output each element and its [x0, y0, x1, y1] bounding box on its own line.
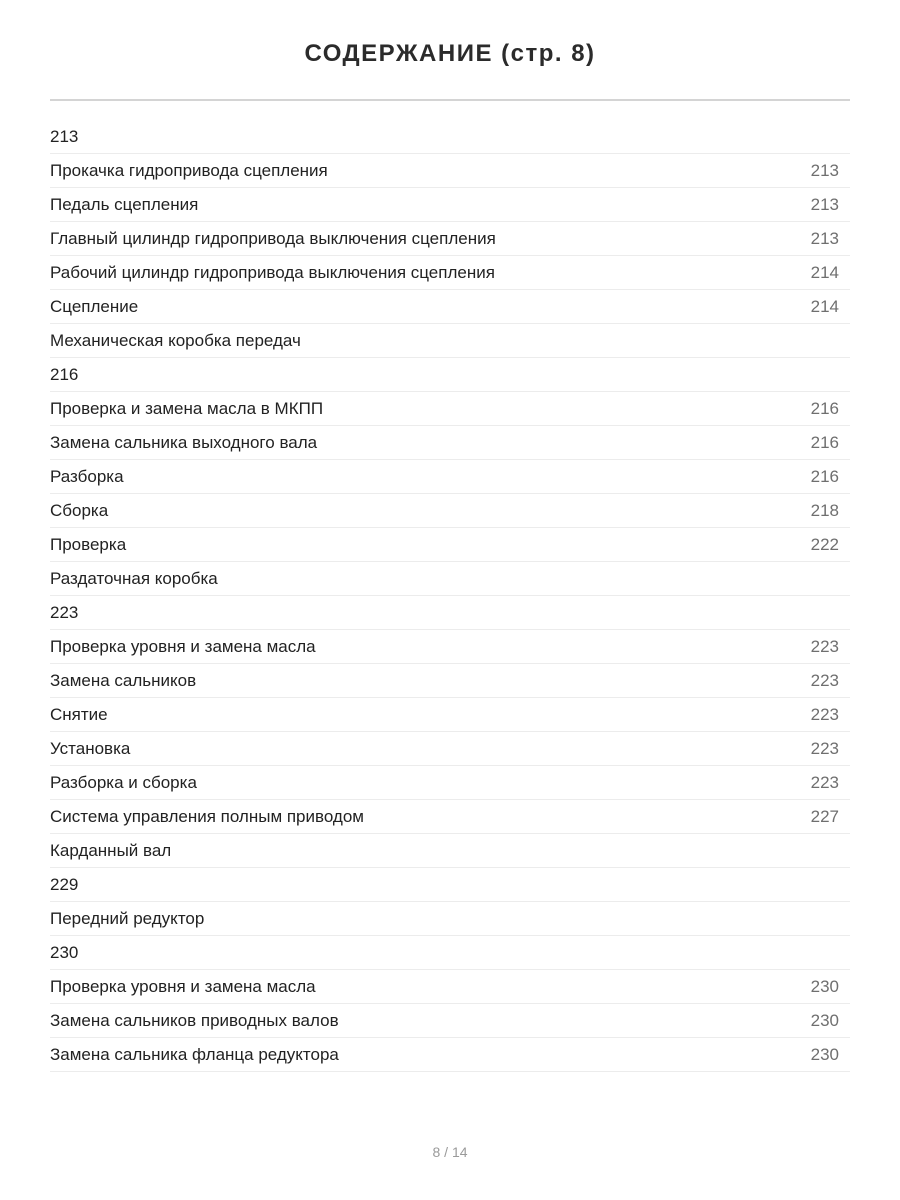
toc-entry-label: Раздаточная коробка — [50, 568, 218, 588]
toc-entry-page: 213 — [810, 228, 839, 248]
toc-entry-label: 216 — [50, 364, 79, 384]
toc-entry[interactable] — [50, 698, 850, 732]
toc-entry-label: Проверка — [50, 534, 127, 554]
toc-entry[interactable] — [50, 834, 850, 868]
toc-entry-page: 216 — [810, 432, 839, 452]
toc-entry-label: 229 — [50, 874, 79, 894]
toc-entry[interactable] — [50, 120, 850, 154]
toc-entry-page: 222 — [810, 534, 839, 554]
toc-entry[interactable] — [50, 460, 850, 494]
toc-entry-label: Прокачка гидропривода сцепления — [50, 160, 328, 180]
toc-entry[interactable] — [50, 494, 850, 528]
toc-entry[interactable] — [50, 766, 850, 800]
toc-entry[interactable] — [50, 868, 850, 902]
toc-entry-label: Главный цилиндр гидропривода выключения сцепления — [50, 228, 496, 248]
toc-entry[interactable] — [50, 936, 850, 970]
toc-entry-label: Проверка уровня и замена масла — [50, 636, 316, 656]
toc-entry-label: Разборка — [50, 466, 124, 486]
table-of-contents — [50, 120, 850, 1072]
toc-entry-page: 223 — [810, 636, 839, 656]
toc-entry-label: Установка — [50, 738, 131, 758]
toc-entry[interactable] — [50, 290, 850, 324]
toc-entry[interactable] — [50, 1038, 850, 1072]
toc-entry-page: 223 — [810, 772, 839, 792]
toc-entry[interactable] — [50, 800, 850, 834]
toc-entry[interactable] — [50, 1004, 850, 1038]
toc-entry-label: Снятие — [50, 704, 108, 724]
toc-entry-page: 227 — [810, 806, 839, 826]
toc-entry[interactable] — [50, 256, 850, 290]
toc-entry[interactable] — [50, 222, 850, 256]
toc-entry-page: 223 — [810, 704, 839, 724]
toc-entry-label: Замена сальника выходного вала — [50, 432, 318, 452]
toc-entry-label: Передний редуктор — [50, 908, 205, 928]
toc-entry-label: Система управления полным приводом — [50, 806, 364, 826]
toc-entry-label: Механическая коробка передач — [50, 330, 301, 350]
toc-entry-page: 216 — [810, 398, 839, 418]
toc-entry-label: Сцепление — [50, 296, 139, 316]
toc-entry[interactable] — [50, 664, 850, 698]
toc-entry[interactable] — [50, 426, 850, 460]
toc-entry-label: 223 — [50, 602, 79, 622]
toc-entry[interactable] — [50, 902, 850, 936]
toc-entry-page: 230 — [810, 1044, 839, 1064]
toc-entry-page: 216 — [810, 466, 839, 486]
toc-entry[interactable] — [50, 630, 850, 664]
toc-entry-label: Замена сальника фланца редуктора — [50, 1044, 339, 1064]
toc-entry[interactable] — [50, 392, 850, 426]
toc-entry-page: 230 — [810, 976, 839, 996]
page-title: СОДЕРЖАНИЕ (стр. 8) — [304, 40, 596, 67]
toc-entry[interactable] — [50, 562, 850, 596]
toc-entry-page: 218 — [810, 500, 839, 520]
toc-entry-label: Сборка — [50, 500, 109, 520]
toc-entry-label: Педаль сцепления — [50, 194, 199, 214]
toc-entry-label: Проверка уровня и замена масла — [50, 976, 316, 996]
toc-entry-label: 230 — [50, 942, 79, 962]
toc-entry-label: Замена сальников приводных валов — [50, 1010, 339, 1030]
toc-entry-label: Рабочий цилиндр гидропривода выключения сцепления — [50, 262, 495, 282]
toc-entry-label: Замена сальников — [50, 670, 197, 690]
toc-entry[interactable] — [50, 970, 850, 1004]
toc-entry-page: 223 — [810, 670, 839, 690]
toc-entry[interactable] — [50, 732, 850, 766]
toc-entry-page: 230 — [810, 1010, 839, 1030]
toc-entry[interactable] — [50, 324, 850, 358]
toc-entry[interactable] — [50, 154, 850, 188]
page-counter: 8 / 14 — [432, 1144, 468, 1160]
toc-entry[interactable] — [50, 596, 850, 630]
toc-entry[interactable] — [50, 358, 850, 392]
toc-entry-page: 213 — [810, 194, 839, 214]
toc-entry-label: Разборка и сборка — [50, 772, 197, 792]
toc-entry-label: Проверка и замена масла в МКПП — [50, 398, 324, 418]
toc-entry-page: 214 — [810, 296, 839, 316]
title-divider — [50, 99, 850, 101]
toc-entry-label: 213 — [50, 126, 79, 146]
toc-entry[interactable] — [50, 528, 850, 562]
toc-entry-page: 213 — [810, 160, 839, 180]
toc-entry-page: 223 — [810, 738, 839, 758]
toc-entry-label: Карданный вал — [50, 840, 172, 860]
toc-entry[interactable] — [50, 188, 850, 222]
toc-entry-page: 214 — [810, 262, 839, 282]
